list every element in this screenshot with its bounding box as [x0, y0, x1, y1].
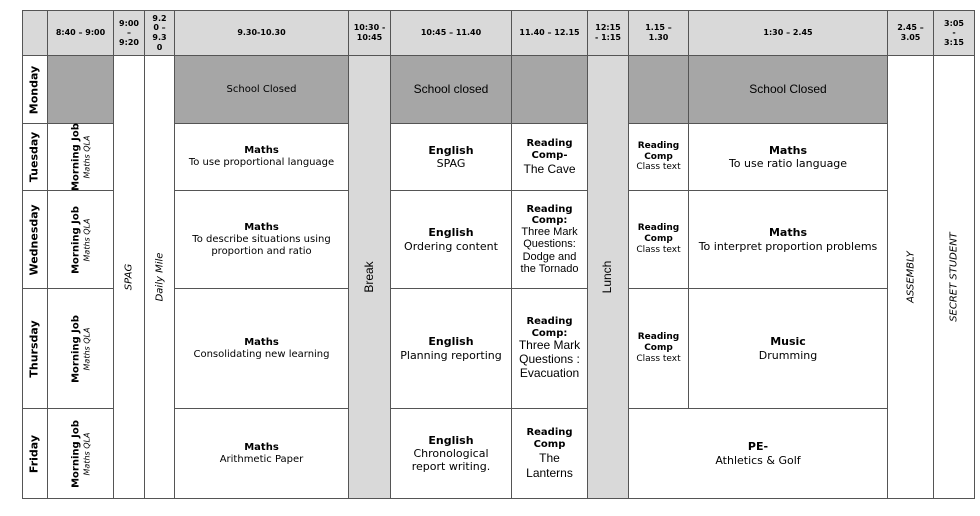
daily-mile-column: Daily Mile — [144, 55, 175, 499]
spag-column: SPAG — [113, 55, 145, 499]
wednesday-maths-afternoon: Maths To interpret proportion problems — [688, 190, 888, 289]
thursday-class-text: Reading Comp Class text — [628, 288, 689, 409]
day-label-thursday: Thursday — [22, 288, 48, 409]
tuesday-maths-afternoon: Maths To use ratio language — [688, 123, 888, 191]
header-time-5: 10:30 - 10:45 — [348, 10, 391, 56]
friday-morning-job: Morning Job Maths QLA — [47, 408, 114, 499]
header-time-11: 2.45 – 3.05 — [887, 10, 934, 56]
header-time-12: 3:05 - 3:15 — [933, 10, 975, 56]
friday-reading-comp: Reading Comp The Lanterns — [511, 408, 588, 499]
assembly-column: ASSEMBLY — [887, 55, 934, 499]
header-time-7: 11.40 – 12.15 — [511, 10, 588, 56]
monday-school-closed-midmorning: School closed — [390, 55, 512, 124]
wednesday-maths-lesson: Maths To describe situations using proportion and ratio — [174, 190, 349, 289]
tuesday-english-lesson: English SPAG — [390, 123, 512, 191]
header-time-3: 9.2 0 – 9.3 0 — [144, 10, 175, 56]
header-time-9: 1.15 – 1.30 — [628, 10, 689, 56]
lunch-column: Lunch — [587, 55, 629, 499]
wednesday-morning-job: Morning Job Maths QLA — [47, 190, 114, 289]
day-label-friday: Friday — [22, 408, 48, 499]
day-label-wednesday: Wednesday — [22, 190, 48, 289]
monday-school-closed-afternoon: School Closed — [688, 55, 888, 124]
day-label-monday: Monday — [22, 55, 48, 124]
thursday-music: Music Drumming — [688, 288, 888, 409]
thursday-maths-lesson: Maths Consolidating new learning — [174, 288, 349, 409]
friday-english-lesson: English Chronological report writing. — [390, 408, 512, 499]
friday-maths-lesson: Maths Arithmetic Paper — [174, 408, 349, 499]
break-column: Break — [348, 55, 391, 499]
monday-morning-cell — [47, 55, 114, 124]
secret-student-column: SECRET STUDENT — [933, 55, 975, 499]
header-time-1: 8:40 – 9:00 — [47, 10, 114, 56]
thursday-morning-job: Morning Job Maths QLA — [47, 288, 114, 409]
header-corner — [22, 10, 48, 56]
monday-reading-slot — [511, 55, 588, 124]
header-time-2: 9:00 – 9:20 — [113, 10, 145, 56]
tuesday-reading-comp: Reading Comp- The Cave — [511, 123, 588, 191]
monday-reading-comp-slot — [628, 55, 689, 124]
thursday-english-lesson: English Planning reporting — [390, 288, 512, 409]
tuesday-morning-job: Morning Job Maths QLA — [47, 123, 114, 191]
header-time-6: 10:45 – 11.40 — [390, 10, 512, 56]
thursday-reading-comp: Reading Comp: Three Mark Questions : Evacuation — [511, 288, 588, 409]
friday-pe: PE- Athletics & Golf — [628, 408, 888, 499]
wednesday-reading-comp: Reading Comp: Three Mark Questions: Dodge and the Tornado — [511, 190, 588, 289]
tuesday-maths-lesson: Maths To use proportional language — [174, 123, 349, 191]
wednesday-class-text: Reading Comp Class text — [628, 190, 689, 289]
day-label-tuesday: Tuesday — [22, 123, 48, 191]
header-time-8: 12:15 - 1:15 — [587, 10, 629, 56]
header-time-4: 9.30-10.30 — [174, 10, 349, 56]
tuesday-class-text: Reading Comp Class text — [628, 123, 689, 191]
wednesday-english-lesson: English Ordering content — [390, 190, 512, 289]
header-time-10: 1:30 – 2.45 — [688, 10, 888, 56]
monday-school-closed-morning: School Closed — [174, 55, 349, 124]
